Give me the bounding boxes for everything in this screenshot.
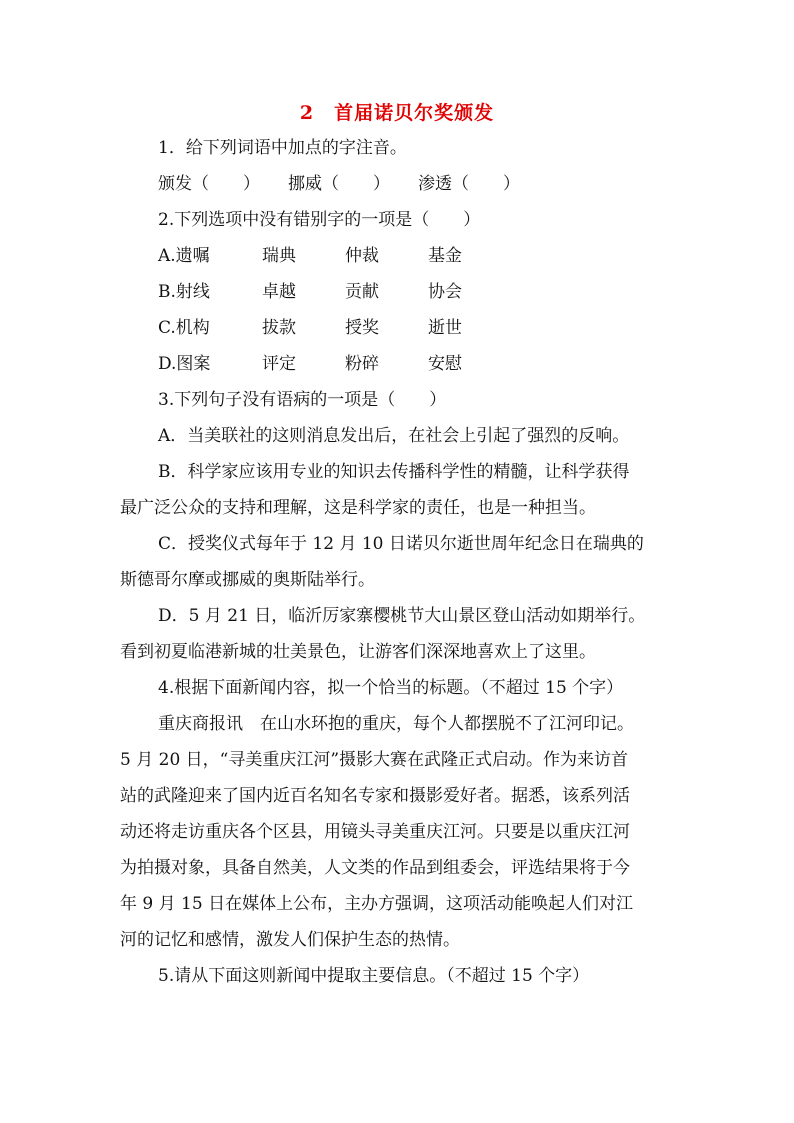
question-3-option-a: A．当美联社的这则消息发出后，在社会上引起了强烈的反响。 [158, 426, 630, 446]
news-paragraph-line: 河的记忆和感情，激发人们保护生态的热情。 [120, 930, 460, 950]
news-paragraph-line: 重庆商报讯 在山水环抱的重庆，每个人都摆脱不了江河印记。 [158, 714, 634, 734]
option-b-word-4: 协会 [428, 282, 462, 302]
option-b-word-2: 卓越 [262, 282, 296, 302]
option-c-word-3: 授奖 [345, 318, 379, 338]
question-3-option-b-line-2: 最广泛公众的支持和理解，这是科学家的责任，也是一种担当。 [120, 498, 596, 518]
question-3-option-c-line-1: C．授奖仪式每年于 12 月 10 日诺贝尔逝世周年纪念日在瑞典的 [158, 534, 644, 554]
pinyin-blank-1: 颁发（ ） [158, 174, 260, 194]
option-c-word-2: 拔款 [262, 318, 296, 338]
pinyin-blank-3: 渗透（ ） [418, 174, 520, 194]
question-3-option-b-line-1: B．科学家应该用专业的知识去传播科学性的精髓，让科学获得 [158, 462, 630, 482]
question-3-option-c-line-2: 斯德哥尔摩或挪威的奥斯陆举行。 [120, 570, 375, 590]
question-4-stem: 4.根据下面新闻内容，拟一个恰当的标题。（不超过 15 个字） [158, 678, 624, 698]
question-1-stem: 1．给下列词语中加点的字注音。 [158, 138, 407, 158]
option-b-word-1: B.射线 [158, 282, 210, 302]
question-5-stem: 5.请从下面这则新闻中提取主要信息。（不超过 15 个字） [158, 966, 590, 986]
option-c-word-4: 逝世 [428, 318, 462, 338]
option-b-word-3: 贡献 [345, 282, 379, 302]
question-3-stem: 3.下列句子没有语病的一项是（ ） [158, 390, 447, 410]
option-a-word-2: 瑞典 [262, 246, 296, 266]
news-paragraph-line: 站的武隆迎来了国内近百名知名专家和摄影爱好者。据悉，该系列活 [120, 786, 630, 806]
option-a-word-4: 基金 [428, 246, 462, 266]
option-c-word-1: C.机构 [158, 318, 210, 338]
option-d-word-2: 评定 [262, 354, 296, 374]
page-title: 2 首届诺贝尔奖颁发 [299, 102, 495, 124]
news-paragraph-line: 年 9 月 15 日在媒体上公布，主办方强调，这项活动能唤起人们对江 [120, 894, 634, 914]
option-a-word-3: 仲裁 [345, 246, 379, 266]
news-paragraph-line: 为拍摄对象，具备自然美，人文类的作品到组委会，评选结果将于今 [120, 858, 630, 878]
question-2-stem: 2.下列选项中没有错别字的一项是（ ） [158, 210, 481, 230]
question-3-option-d-line-1: D．5 月 21 日，临沂厉家寨樱桃节大山景区登山活动如期举行。 [158, 606, 646, 626]
option-d-word-3: 粉碎 [345, 354, 379, 374]
pinyin-blank-2: 挪威（ ） [288, 174, 390, 194]
news-paragraph-line: 5 月 20 日，“寻美重庆江河”摄影大赛在武隆正式启动。作为来访首 [120, 750, 629, 770]
option-d-word-4: 安慰 [428, 354, 462, 374]
option-d-word-1: D.图案 [158, 354, 211, 374]
news-paragraph-line: 动还将走访重庆各个区县，用镜头寻美重庆江河。只要是以重庆江河 [120, 822, 630, 842]
question-3-option-d-line-2: 看到初夏临港新城的壮美景色，让游客们深深地喜欢上了这里。 [120, 642, 596, 662]
option-a-word-1: A.遗嘱 [158, 246, 210, 266]
